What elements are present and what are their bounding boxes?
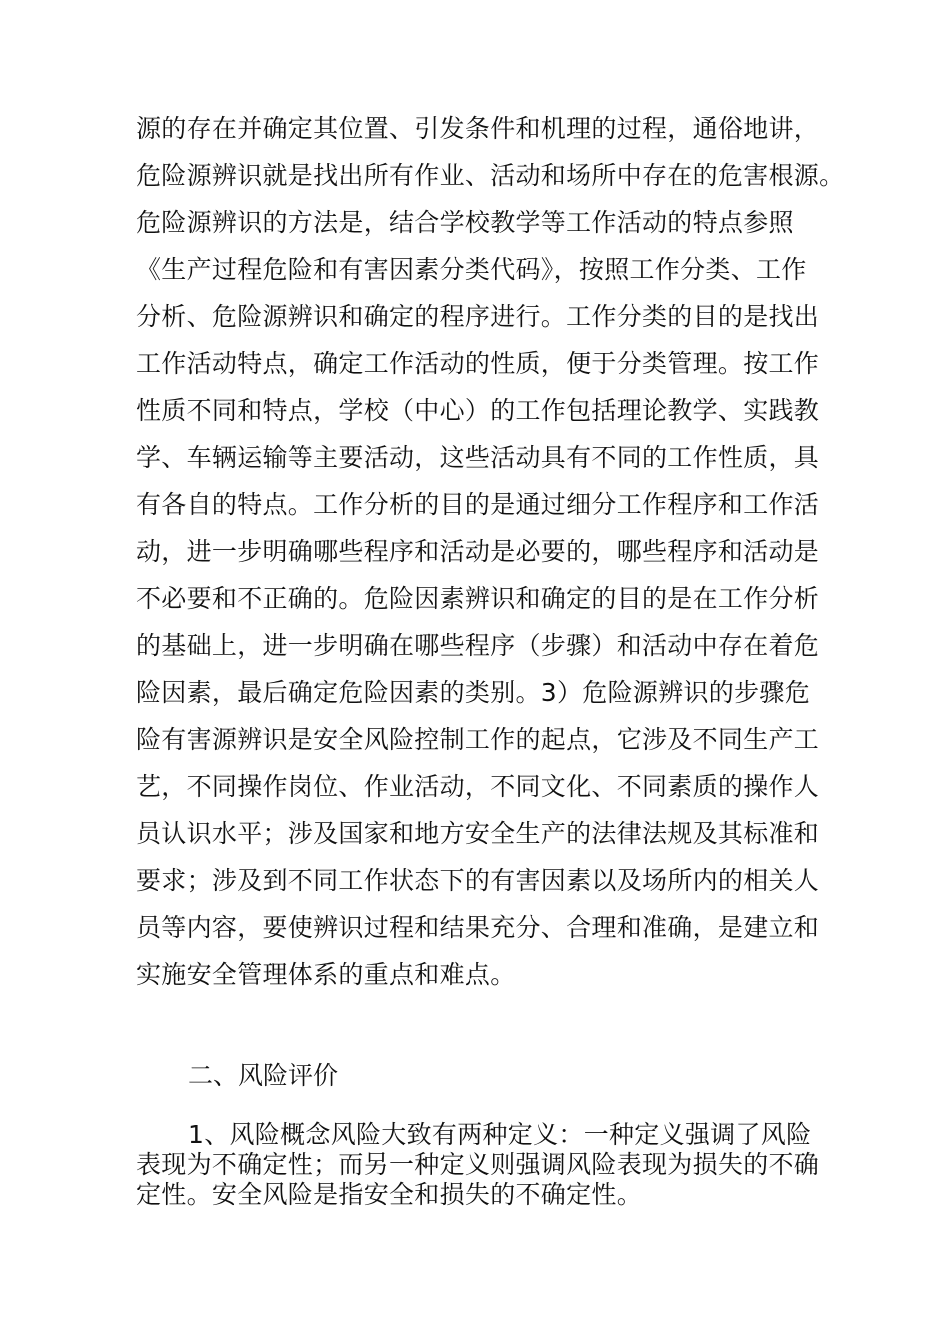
body-line: 危险源辨识就是找出所有作业、活动和场所中存在的危害根源。: [136, 161, 845, 190]
paragraph-line: 1、风险概念风险大致有两种定义：一种定义强调了风险: [188, 1120, 812, 1149]
body-line: 实施安全管理体系的重点和难点。: [136, 960, 516, 989]
body-line: 动，进一步明确哪些程序和活动是必要的，哪些程序和活动是: [136, 537, 820, 566]
paragraph-line: 定性。安全风险是指安全和损失的不确定性。: [136, 1180, 643, 1209]
paragraph-line: 表现为不确定性；而另一种定义则强调风险表现为损失的不确: [136, 1150, 820, 1179]
body-line: 工作活动特点，确定工作活动的性质，便于分类管理。按工作: [136, 349, 820, 378]
body-line: 危险源辨识的方法是，结合学校教学等工作活动的特点参照: [136, 208, 794, 237]
body-line: 险因素，最后确定危险因素的类别。3）危险源辨识的步骤危: [136, 678, 811, 707]
body-line: 源的存在并确定其位置、引发条件和机理的过程，通俗地讲，: [136, 114, 820, 143]
body-line: 不必要和不正确的。危险因素辨识和确定的目的是在工作分析: [136, 584, 820, 613]
body-line: 学、车辆运输等主要活动，这些活动具有不同的工作性质，具: [136, 443, 820, 472]
body-line: 有各自的特点。工作分析的目的是通过细分工作程序和工作活: [136, 490, 820, 519]
body-line: 的基础上，进一步明确在哪些程序（步骤）和活动中存在着危: [136, 631, 820, 660]
body-line: 员认识水平；涉及国家和地方安全生产的法律法规及其标准和: [136, 819, 820, 848]
body-line: 艺，不同操作岗位、作业活动，不同文化、不同素质的操作人: [136, 772, 820, 801]
body-line: 员等内容，要使辨识过程和结果充分、合理和准确，是建立和: [136, 913, 820, 942]
body-line: 性质不同和特点，学校（中心）的工作包括理论教学、实践教: [136, 396, 820, 425]
body-line: 分析、危险源辨识和确定的程序进行。工作分类的目的是找出: [136, 302, 820, 331]
body-line: 险有害源辨识是安全风险控制工作的起点，它涉及不同生产工: [136, 725, 820, 754]
body-line: 要求；涉及到不同工作状态下的有害因素以及场所内的相关人: [136, 866, 820, 895]
body-line: 《生产过程危险和有害因素分类代码》，按照工作分类、工作: [136, 255, 807, 284]
section-heading: 二、风险评价: [188, 1061, 339, 1090]
